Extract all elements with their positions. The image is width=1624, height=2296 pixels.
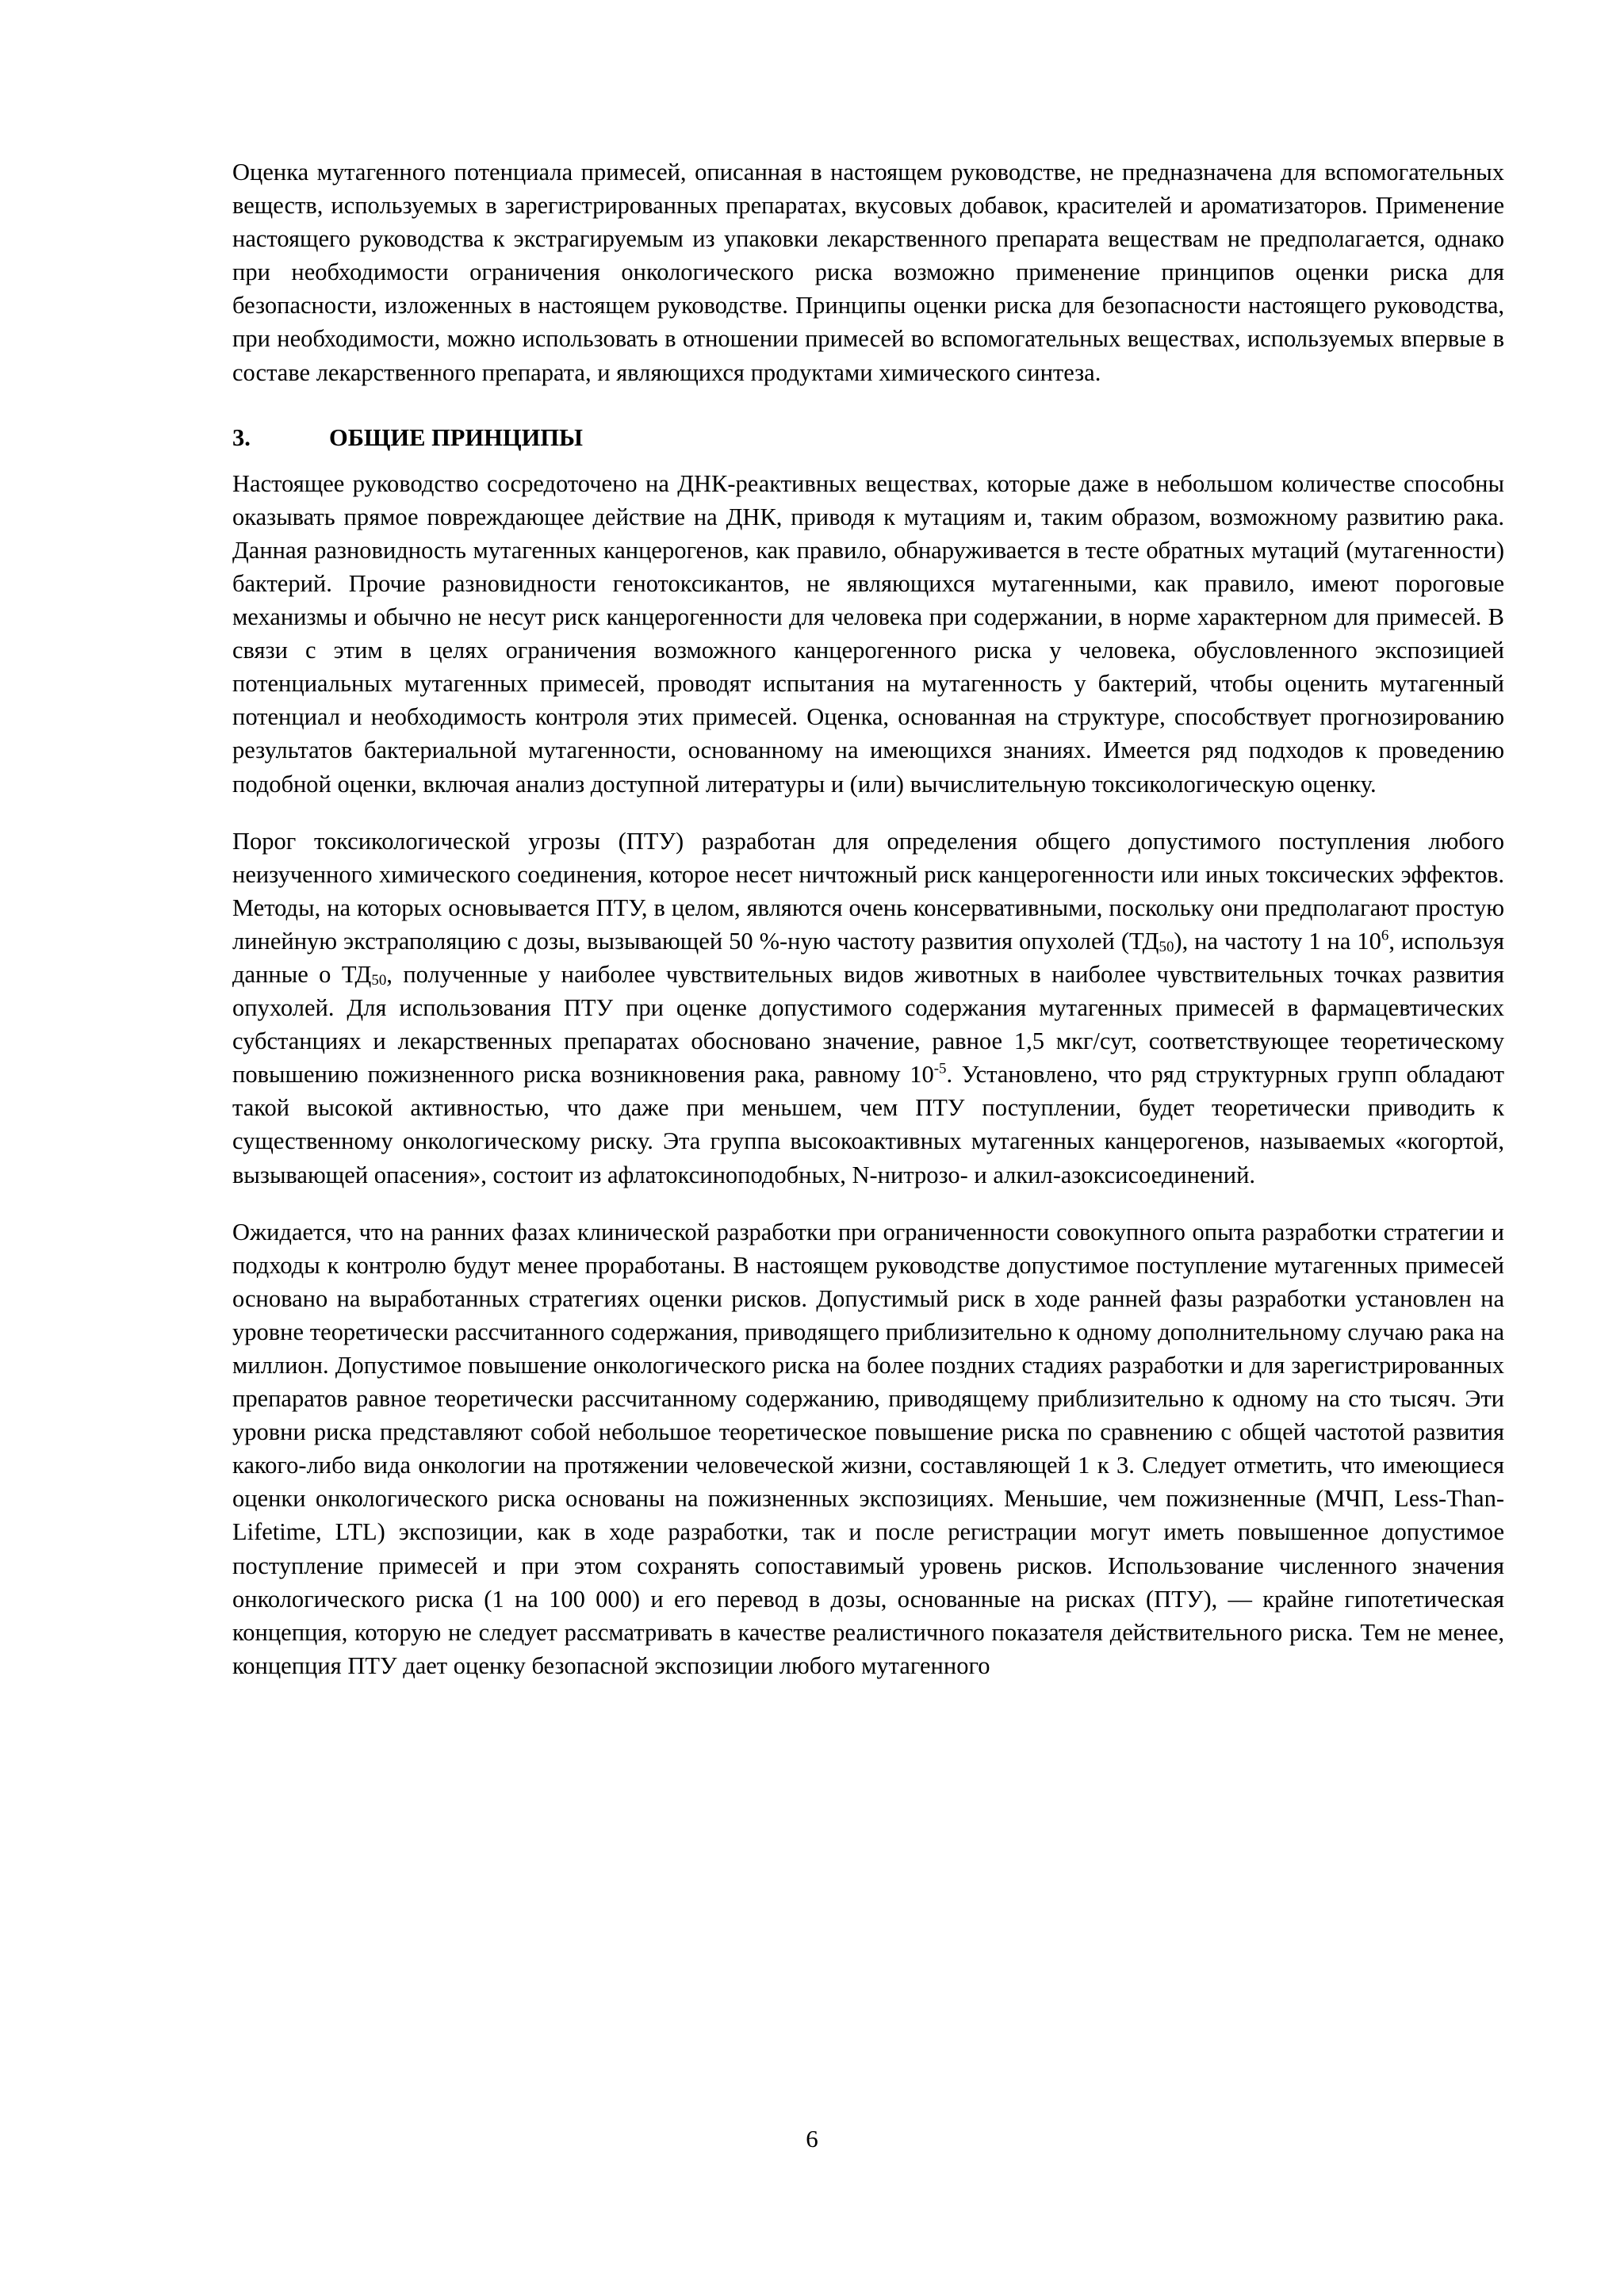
paragraph-2-text-b: ), на частоту 1 на 10 xyxy=(1174,927,1381,955)
paragraph-2-text-e: . Установлено, что ряд структурных групп обладают такой высокой активностью, что даже при меньшем, чем ПТУ поступлении, будет теоретически приводить к существенному онкологическому риску. Эта группа высокоактивных мутагенных канцерогенов, называемых «когортой, вызывающей опасения», состоит из афлатоксиноподобных, N-нитрозо- и алкил-азоксисоединений. xyxy=(232,1061,1504,1188)
section-paragraph-2 xyxy=(232,825,1504,1192)
exponent-superscript: -5 xyxy=(933,1060,947,1077)
section-number: 3. xyxy=(232,423,251,451)
section-title: ОБЩИЕ ПРИНЦИПЫ xyxy=(329,423,583,451)
section-heading xyxy=(232,421,1504,454)
section-paragraph-1: Настоящее руководство сосредоточено на ДНК-реактивных веществах, которые даже в небольшом количестве способны оказывать прямое повреждающее действие на ДНК, приводя к мутациям и, таким образом, возможному развитию рака. Данная разновидность мутагенных канцерогенов, как правило, обнаруживается в тесте обратных мутаций (мутагенности) бактерий. Прочие разновидности генотоксикантов, не являющихся мутагенными, как правило, имеют пороговые механизмы и обычно не несут риск канцерогенности для человека при содержании, в норме характерном для примесей. В связи с этим в целях ограничения возможного канцерогенного риска у человека, обусловленного экспозицией потенциальных мутагенных примесей, проводят испытания на мутагенность у бактерий, чтобы оценить мутагенный потенциал и необходимость контроля этих примесей. Оценка, основанная на структуре, способствует прогнозированию результатов бактериальной мутагенности, основанному на имеющихся знаниях. Имеется ряд подходов к проведению подобной оценки, включая анализ доступной литературы и (или) вычислительную токсикологическую оценку. xyxy=(232,469,1504,798)
section-paragraph-3: Ожидается, что на ранних фазах клинической разработки при ограниченности совокупного опыта разработки стратегии и подходы к контролю будут менее проработаны. В настоящем руководстве допустимое поступление мутагенных примесей основано на выработанных стратегиях оценки рисков. Допустимый риск в ходе ранней фазы разработки установлен на уровне теоретически рассчитанного содержания, приводящего приблизительно к одному дополнительному случаю рака на миллион. Допустимое повышение онкологического риска на более поздних стадиях разработки и для зарегистрированных препаратов равное теоретически рассчитанному содержанию, приводящему приблизительно к одному на сто тысяч. Эти уровни риска представляют собой небольшое теоретическое повышение риска по сравнению с общей частотой развития какого-либо вида онкологии на протяжении человеческой жизни, составляющей 1 к 3. Следует отметить, что имеющиеся оценки онкологического риска основаны на пожизненных экспозициях. Меньшие, чем пожизненные (МЧП, Less-Than-Lifetime, LTL) экспозиции, как в ходе разработки, так и после регистрации могут иметь повышенное допустимое поступление примесей и при этом сохранять сопоставимый уровень рисков. Использование численного значения онкологического риска (1 на 100 000) и его перевод в дозы, основанные на рисках (ПТУ), — крайне гипотетическая концепция, которую не следует рассматривать в качестве реалистичного показателя действительного риска. Тем не менее, концепция ПТУ дает оценку безопасной экспозиции любого мутагенного xyxy=(232,1218,1504,1679)
document-page xyxy=(232,155,1504,1682)
td50-subscript: 50 xyxy=(1159,938,1174,955)
td50-subscript: 50 xyxy=(371,971,387,989)
page-number: 6 xyxy=(806,2125,818,2152)
paragraph-2-text-d: , полученные у наиболее чувствительных видов животных в наиболее чувствительных точках развития опухолей. Для использования ПТУ при оценке допустимого содержания мутагенных примесей в фармацевтических субстанциях и лекарственных препаратах обосновано значение, равное 1,5 мкг/сут, соответствующее теоретическому повышению пожизненного риска возникновения рака, равному 10 xyxy=(232,960,1504,1089)
paragraph-2-text-a: Порог токсикологической угрозы (ПТУ) разработан для определения общего допустимого поступления любого неизученного химического соединения, которое несет ничтожный риск канцерогенности или иных токсических эффектов. Методы, на которых основывается ПТУ, в целом, являются очень консервативными, поскольку они предполагают простую линейную экстраполяцию с дозы, вызывающей 50 %-ную частоту развития опухолей (ТД xyxy=(232,827,1504,955)
intro-paragraph: Оценка мутагенного потенциала примесей, описанная в настоящем руководстве, не предназначена для вспомогательных веществ, используемых в зарегистрированных препаратах, вкусовых добавок, красителей и ароматизаторов. Применение настоящего руководства к экстрагируемым из упаковки лекарственного препарата веществам не предполагается, однако при необходимости ограничения онкологического риска возможно применение принципов оценки риска для безопасности, изложенных в настоящем руководстве. Принципы оценки риска для безопасности настоящего руководства, при необходимости, можно использовать в отношении примесей во вспомогательных веществах, используемых впервые в составе лекарственного препарата, и являющихся продуктами химического синтеза. xyxy=(232,159,1504,386)
paragraph-2-text-c: , используя данные о ТД xyxy=(232,927,1505,988)
exponent-superscript: 6 xyxy=(1381,927,1389,944)
